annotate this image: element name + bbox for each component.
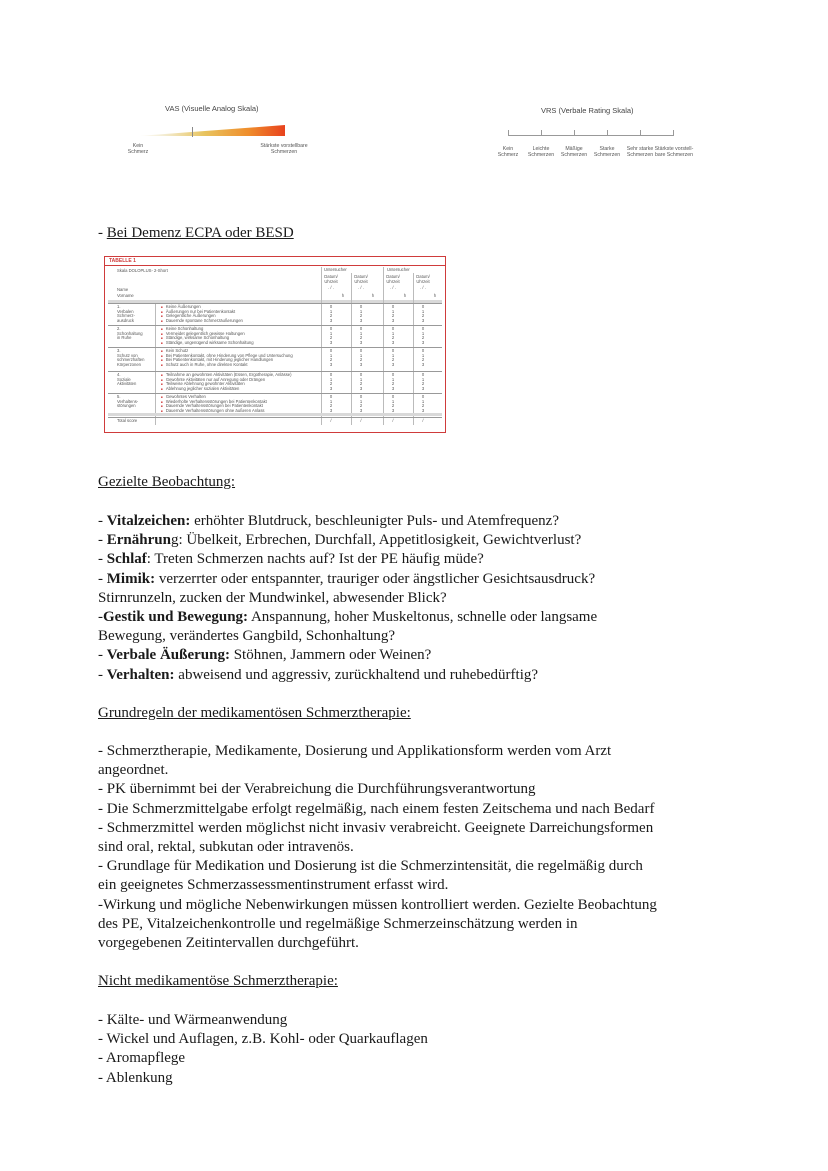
line-keyword: Gestik und Bewegung:: [103, 609, 249, 626]
line-prefix: -: [98, 570, 107, 587]
table-category: 2. Schonhaltung in Ruhe: [117, 326, 143, 341]
observation-line: [98, 589, 738, 608]
table-total-cell: /: [392, 418, 394, 423]
table-vorname-label: Vorname: [117, 293, 134, 298]
line-text: Stöhnen, Jammern oder Weinen?: [229, 647, 432, 664]
table-score: 2: [359, 357, 363, 363]
table-score: 2: [329, 335, 333, 341]
vrs-tick: [640, 130, 641, 136]
table-title: TABELLE 1: [109, 258, 136, 264]
table-score: 1: [421, 308, 425, 314]
table-score: 1: [359, 352, 363, 358]
vas-title: VAS (Visuelle Analog Skala): [165, 104, 259, 113]
table-score: 0: [359, 326, 363, 331]
rules-line: - PK übernimmt bei der Verabreichung die Durchführungsverantwortung: [98, 781, 536, 798]
table-score: 2: [359, 313, 363, 319]
table-score: 3: [391, 407, 395, 413]
table-score: 2: [329, 403, 333, 409]
table-item: ■ Keine Schonhaltung: [161, 327, 203, 332]
table-category: 1. Verbalen Schmerz- ausdruck: [117, 304, 135, 323]
table-score: 1: [359, 330, 363, 336]
table-score: 1: [329, 352, 333, 358]
table-category: 4. Soziale Aktivitäten: [117, 372, 137, 387]
table-score: 1: [329, 376, 333, 382]
table-item: ■ Ablehnung jeglicher sozialen Aktivitäten: [161, 387, 239, 392]
vrs-label: Mäßige Schmerzen: [560, 146, 588, 159]
table-hour-cell: h: [371, 293, 375, 298]
table-name-label: Name: [117, 287, 129, 292]
table-col-group: Untersucher: [324, 267, 347, 272]
observation-line: [98, 666, 738, 685]
table-total-label: Total score: [117, 418, 138, 423]
table-score: 3: [329, 339, 333, 345]
table-score: 0: [421, 394, 425, 399]
observation-line: [98, 646, 738, 665]
table-score: 2: [359, 403, 363, 409]
table-score: 3: [421, 339, 425, 345]
table-score: 2: [421, 313, 425, 319]
dementia-heading: - Bei Demenz ECPA oder BESD: [98, 225, 294, 241]
vas-marker: [192, 127, 193, 137]
rules-list: [98, 742, 738, 953]
dementia-heading-text: Bei Demenz ECPA oder BESD: [106, 225, 294, 241]
nonmed-item: - Kälte- und Wärmeanwendung: [98, 1012, 288, 1028]
vrs-tick: [574, 130, 575, 136]
line-keyword: Verhalten:: [106, 666, 175, 683]
table-score: 2: [359, 335, 363, 341]
rules-line: - Die Schmerzmittelgabe erfolgt regelmäßig, nach einem festen Zeitschema und nach Bedarf: [98, 800, 655, 817]
line-text: abweisend und aggressiv, zurückhaltend und ruhebedürftig?: [174, 666, 539, 683]
line-text: g: Übelkeit, Erbrechen, Durchfall, Appetitlosigkeit, Gewichtverlust?: [170, 532, 582, 549]
table-score: 3: [421, 361, 425, 367]
vrs-label: Sehr starke Schmerzen: [626, 146, 654, 159]
table-item: ■ Gelegentliche Äußerungen: [161, 314, 216, 319]
table-score: 2: [391, 403, 395, 409]
line-keyword: Vitalzeichen:: [106, 513, 191, 529]
table-item: ■ Ständige, wirksame Schonhaltung: [161, 336, 229, 341]
table-title-rule: [105, 265, 445, 266]
line-prefix: -: [98, 532, 107, 549]
table-score: 2: [359, 381, 363, 387]
table-score: 1: [359, 308, 363, 314]
table-col-head: Datum/ Uhrzeit: [386, 274, 400, 284]
table-item: ■ Keine Äußerungen: [161, 305, 201, 310]
table-item: ■ Vermeidet gelegentlich gewisse Haltungen: [161, 332, 245, 337]
table-score: 1: [359, 376, 363, 382]
table-category: 3. Schutz von schmerzhaften Körperzonen: [117, 348, 145, 367]
table-score: 3: [359, 339, 363, 345]
table-score: 2: [329, 357, 333, 363]
table-score: 3: [421, 385, 425, 391]
rules-line: sind oral, rektal, subkutan oder intravenös.: [98, 839, 354, 856]
rules-line: - Grundlage für Medikation und Dosierung ist die Schmerzintensität, die regelmäßig durch: [98, 858, 643, 875]
table-score: 0: [359, 304, 363, 309]
table-score: 0: [329, 348, 333, 353]
table-score: 1: [391, 376, 395, 382]
table-category: 5. Verhaltens- störungen: [117, 394, 139, 409]
table-hour-cell: h: [403, 293, 407, 298]
table-score: 2: [329, 313, 333, 319]
line-text: verzerrter oder entspannter, trauriger oder ängstlicher Gesichtsausdruck?: [155, 570, 596, 587]
table-score: 0: [359, 348, 363, 353]
table-score: 1: [329, 308, 333, 314]
table-item: ■ Wiederholte Verhaltensstörungen bei Patientenkontakt: [161, 400, 267, 405]
table-score: 2: [391, 357, 395, 363]
table-hour-cell: h: [341, 293, 345, 298]
rules-heading: [98, 704, 738, 723]
vrs-tick: [607, 130, 608, 136]
vas-label-left: Kein Schmerz: [127, 143, 149, 156]
table-score: 3: [391, 385, 395, 391]
table-score: 0: [391, 372, 395, 377]
vrs-label: Stärkste vorstell- bare Schmerzen: [654, 146, 694, 159]
table-item: ■ Bei Patientenkontakt, mit Hinderung jeglicher Handlungen: [161, 358, 273, 363]
table-score: 0: [421, 304, 425, 309]
vrs-label: Starke Schmerzen: [593, 146, 621, 159]
table-col-head: Datum/ Uhrzeit: [324, 274, 338, 284]
table-score: 2: [421, 357, 425, 363]
table-score: 1: [421, 376, 425, 382]
line-text: : Treten Schmerzen nachts auf? Ist der PE häufig müde?: [146, 551, 484, 568]
table-item: ■ Dauernde Verhaltensstörungen bei Patientenkontakt: [161, 404, 263, 409]
line-prefix: -: [98, 609, 103, 626]
table-score: 1: [421, 398, 425, 404]
table-item: ■ Dauernde spontane Schmerzäußerungen: [161, 319, 243, 324]
table-score: 3: [359, 407, 363, 413]
table-col-head: Datum/ Uhrzeit: [416, 274, 430, 284]
table-score: 0: [391, 304, 395, 309]
table-score: 2: [391, 381, 395, 387]
vrs-label: Kein Schmerz: [497, 146, 519, 159]
line-text: Stirnrunzeln, zucken der Mundwinkel, abwesender Blick?: [98, 589, 447, 606]
table-score: 2: [329, 381, 333, 387]
table-score: 3: [329, 361, 333, 367]
table-score: 3: [329, 317, 333, 323]
rules-line: -Wirkung und mögliche Nebenwirkungen müssen kontrolliert werden. Gezielte Beobachtung: [98, 896, 657, 913]
line-prefix: -: [98, 666, 107, 683]
table-score: 2: [391, 335, 395, 341]
nonmed-item: - Ablenkung: [98, 1069, 173, 1086]
table-score: 0: [359, 394, 363, 399]
table-score: 3: [391, 339, 395, 345]
rules-line: ein geeignetes Schmerzassessmentinstrument erfasst wird.: [98, 877, 449, 894]
line-prefix: -: [98, 551, 107, 568]
table-score: 2: [421, 335, 425, 341]
table-item: ■ Dauernde Verhaltensstörungen ohne äußeren Anlass: [161, 409, 265, 414]
table-score: 3: [391, 317, 395, 323]
table-date-cell: . / .: [358, 285, 364, 290]
table-total-cell: /: [360, 418, 362, 423]
table-score: 1: [391, 330, 395, 336]
table-score: 0: [329, 304, 333, 309]
observation-line: [98, 512, 738, 531]
vrs-tick: [673, 130, 674, 136]
table-item: ■ Kein Schutz: [161, 349, 188, 354]
line-keyword: Mimik:: [106, 570, 156, 587]
table-score: 0: [391, 394, 395, 399]
table-score: 1: [391, 308, 395, 314]
table-item: ■ Ständige, ungenügend wirksame Schonhaltung: [161, 341, 254, 346]
line-text: erhöhter Blutdruck, beschleunigter Puls- und Atemfrequenz?: [190, 513, 559, 529]
table-item: ■ Schutz auch in Ruhe, ohne direkten Kontakt: [161, 363, 248, 368]
table-score: 0: [329, 394, 333, 399]
table-vline: [155, 303, 156, 425]
vas-gradient-bar: [138, 125, 285, 136]
table-score: 0: [421, 348, 425, 353]
table-score: 1: [329, 330, 333, 336]
vrs-label: Leichte Schmerzen: [527, 146, 555, 159]
table-score: 0: [391, 348, 395, 353]
table-score: 0: [329, 326, 333, 331]
table-score: 3: [421, 407, 425, 413]
table-date-cell: . / .: [390, 285, 396, 290]
line-text: Anspannung, hoher Muskeltonus, schnelle oder langsame: [248, 609, 598, 626]
observation-line: [98, 550, 738, 569]
table-score: 0: [359, 372, 363, 377]
table-date-cell: . / .: [420, 285, 426, 290]
nonmed-item: - Wickel und Auflagen, z.B. Kohl- oder Quarkauflagen: [98, 1031, 428, 1048]
table-score: 2: [421, 403, 425, 409]
table-item: ■ Bei Patientenkontakt, ohne Hinderung von Pflege und Untersuchung: [161, 354, 293, 359]
vrs-axis: [508, 135, 674, 136]
table-date-cell: . / .: [328, 285, 334, 290]
table-score: 3: [359, 317, 363, 323]
doloplus-table: [104, 256, 446, 433]
nonmed-list: [98, 1011, 738, 1088]
nonmed-heading: [98, 972, 738, 991]
nonmed-item: - Aromapflege: [98, 1050, 186, 1067]
table-hour-cell: h: [433, 293, 437, 298]
table-score: 1: [421, 330, 425, 336]
line-text: Bewegung, verändertes Gangbild, Schonhaltung?: [98, 628, 396, 645]
rules-line: - Schmerzmittel werden möglichst nicht invasiv verabreicht. Geeignete Darreichungsformen: [98, 819, 654, 836]
vas-label-right: Stärkste vorstellbare Schmerzen: [260, 143, 308, 156]
rules-line: des PE, Vitalzeichenkontrolle und regelmäßige Schmerzeinschätzung werden in: [98, 915, 578, 932]
line-keyword: Schlaf: [106, 551, 147, 568]
table-score: 3: [421, 317, 425, 323]
table-footer-shade: [108, 413, 442, 416]
table-col-group: Untersucher: [387, 267, 410, 272]
table-score: 0: [421, 372, 425, 377]
line-prefix: -: [98, 647, 107, 664]
table-col-head: Datum/ Uhrzeit: [354, 274, 368, 284]
table-score: 3: [359, 361, 363, 367]
table-score: 1: [391, 352, 395, 358]
table-item: ■ Gewohnte Aktivitäten nur auf Anregung oder Drängen: [161, 378, 265, 383]
line-prefix: -: [98, 513, 107, 529]
table-item: ■ Äußerungen nur bei Patientenkontakt: [161, 310, 235, 315]
table-scale-name: Skala DOLOPLUS- 2-Short: [117, 268, 168, 273]
nonmed-heading-text: Nicht medikamentöse Schmerztherapie:: [98, 973, 338, 989]
rules-heading-text: Grundregeln der medikamentösen Schmerztherapie:: [98, 705, 411, 721]
table-score: 1: [359, 398, 363, 404]
table-score: 3: [329, 385, 333, 391]
observation-list: [98, 512, 738, 685]
observation-line: [98, 531, 738, 550]
table-item: ■ Gewohntes Verhalten: [161, 395, 206, 400]
vrs-title: VRS (Verbale Rating Skala): [541, 106, 634, 115]
observation-heading: [98, 473, 738, 492]
table-score: 3: [391, 361, 395, 367]
observation-line: [98, 608, 738, 627]
vrs-tick: [541, 130, 542, 136]
table-score: 0: [329, 372, 333, 377]
table-score: 1: [421, 352, 425, 358]
table-score: 3: [329, 407, 333, 413]
table-total-cell: /: [422, 418, 424, 423]
observation-line: [98, 627, 738, 646]
table-score: 1: [329, 398, 333, 404]
line-keyword: Ernährun: [106, 532, 171, 549]
table-score: 1: [391, 398, 395, 404]
observation-heading-text: Gezielte Beobachtung:: [98, 474, 236, 490]
rules-line: vorgegebenen Zeitintervallen durchgeführt.: [98, 935, 359, 952]
observation-line: [98, 570, 738, 589]
table-score: 2: [421, 381, 425, 387]
rules-line: angeordnet.: [98, 762, 169, 779]
table-score: 3: [359, 385, 363, 391]
table-score: 0: [421, 326, 425, 331]
line-keyword: Verbale Äußerung:: [106, 647, 230, 664]
vrs-tick: [508, 130, 509, 136]
table-item: ■ Teilweise Ablehnung gewohnter Aktivitäten: [161, 382, 245, 387]
table-total-cell: /: [330, 418, 332, 423]
table-item: ■ Teilnahme an gewohnten Aktivitäten (Essen, Ergotherapie, Anlässe): [161, 373, 292, 378]
table-score: 2: [391, 313, 395, 319]
rules-line: - Schmerztherapie, Medikamente, Dosierung und Applikationsform werden vom Arzt: [98, 743, 612, 759]
table-score: 0: [391, 326, 395, 331]
